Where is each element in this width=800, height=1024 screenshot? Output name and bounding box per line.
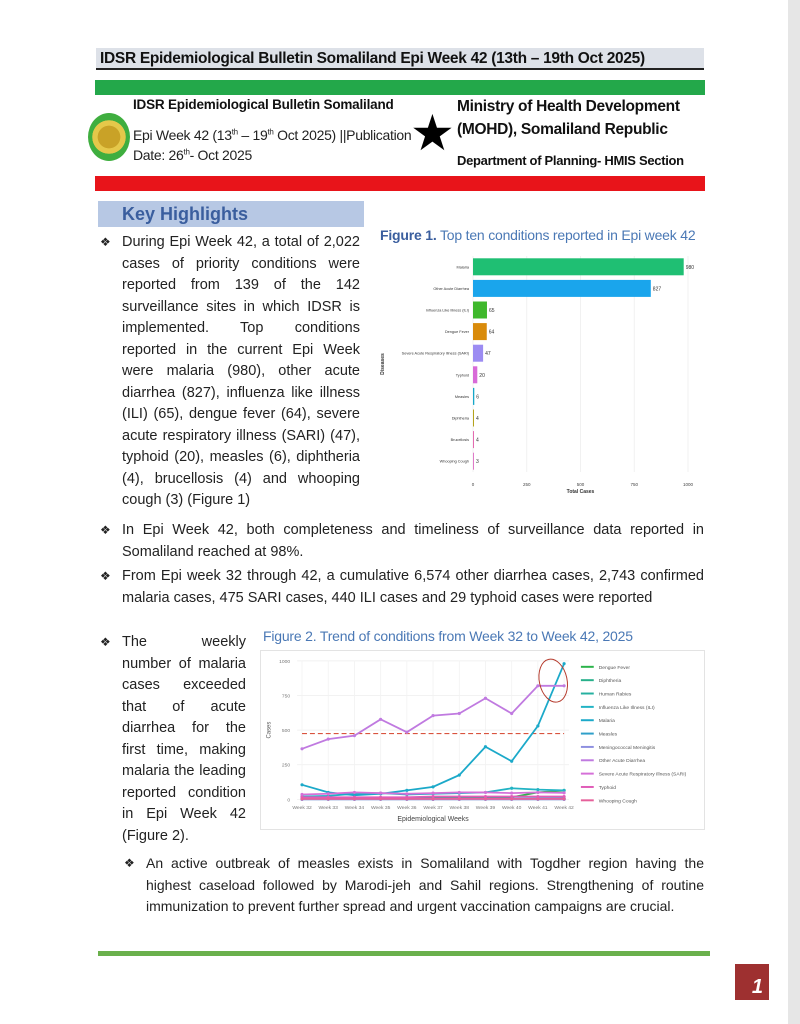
svg-text:500: 500 — [281, 729, 291, 735]
svg-text:Influenza Like Illness (ILI): Influenza Like Illness (ILI) — [425, 308, 469, 313]
svg-text:980: 980 — [685, 264, 695, 271]
highlight-bullet-3: ❖ From Epi week 32 through 42, a cumulative 6,574 other diarrhea cases, 2,743 confirmed malaria cases, 475 SARI cases, 440 ILI cases and 29 typhoid cases were reported — [100, 568, 704, 606]
svg-text:6: 6 — [476, 394, 480, 401]
svg-text:Influenza Like Illness (ILI): Influenza Like Illness (ILI) — [598, 705, 655, 711]
svg-text:65: 65 — [488, 308, 495, 314]
svg-text:20: 20 — [479, 372, 485, 379]
svg-text:750: 750 — [630, 482, 639, 487]
svg-text:Measles: Measles — [598, 732, 618, 738]
bulletin-name: IDSR Epidemiological Bulletin Somaliland — [133, 97, 394, 112]
svg-text:250: 250 — [281, 763, 291, 769]
svg-text:Whooping Cough: Whooping Cough — [439, 459, 469, 464]
svg-text:Severe Acute Respiratory Illne: Severe Acute Respiratory Illness (SARI) — [598, 772, 687, 778]
red-divider — [95, 176, 705, 191]
diamond-bullet-icon: ❖ — [100, 235, 111, 249]
diamond-bullet-icon: ❖ — [124, 856, 135, 870]
highlight-bullet-5: ❖ An active outbreak of measles exists in Somaliland with Togdher region having the highest caseload followed by Marodi-jeh and Sahil regions. Strengthening of routine immunization to prevent further spread and urgent vaccination campaigns are crucial. — [124, 855, 704, 914]
svg-text:Other Acute Diarrhea: Other Acute Diarrhea — [433, 286, 469, 291]
green-divider — [95, 80, 705, 95]
ministry-name: Ministry of Health Development — [457, 98, 680, 115]
ministry-republic: (MOHD), Somaliland Republic — [457, 121, 668, 138]
svg-text:Diphtheria: Diphtheria — [598, 679, 622, 685]
svg-text:827: 827 — [652, 286, 662, 293]
footer-divider — [98, 951, 710, 956]
svg-text:250: 250 — [522, 482, 531, 487]
svg-text:4: 4 — [476, 416, 479, 422]
svg-text:Week 42: Week 42 — [554, 806, 574, 812]
svg-text:0: 0 — [287, 798, 291, 804]
bulletin-title-bar: IDSR Epidemiological Bulletin Somaliland Epi Week 42 (13th – 19th Oct 2025) — [96, 48, 704, 70]
svg-text:Week 38: Week 38 — [449, 806, 469, 812]
svg-text:Severe Acute Respiratory Illne: Severe Acute Respiratory Illness (SARI) — [401, 351, 469, 356]
svg-text:Week 34: Week 34 — [344, 806, 365, 812]
svg-text:0: 0 — [471, 482, 475, 487]
svg-text:Meningococcal Meningitis: Meningococcal Meningitis — [598, 745, 656, 751]
svg-text:Week 41: Week 41 — [528, 806, 548, 812]
svg-text:Week 35: Week 35 — [370, 806, 391, 812]
svg-text:Week 33: Week 33 — [318, 806, 338, 812]
svg-text:Dengue Fever: Dengue Fever — [444, 330, 469, 335]
svg-text:47: 47 — [485, 351, 491, 358]
svg-text:Cases: Cases — [266, 721, 273, 739]
svg-text:64: 64 — [488, 329, 495, 336]
svg-text:Malaria: Malaria — [456, 265, 469, 270]
svg-text:4: 4 — [476, 437, 479, 444]
epi-week-line: Epi Week 42 (13th – 19th Oct 2025) ||Publication — [133, 127, 412, 143]
page-edge — [788, 0, 800, 1024]
svg-text:Week 39: Week 39 — [475, 806, 496, 812]
svg-text:Week 37: Week 37 — [423, 806, 443, 812]
svg-text:500: 500 — [576, 482, 585, 487]
svg-text:Human Rabies: Human Rabies — [598, 692, 632, 698]
svg-text:Malaria: Malaria — [598, 719, 615, 725]
svg-text:Typhoid: Typhoid — [455, 373, 469, 378]
svg-text:Other Acute Diarrhea: Other Acute Diarrhea — [598, 759, 646, 765]
diamond-bullet-icon: ❖ — [100, 635, 111, 649]
svg-text:Typhoid: Typhoid — [598, 785, 616, 791]
figure-1-caption: Figure 1. Top ten conditions reported in Epi week 42 — [380, 227, 696, 243]
highlight-bullet-1: ❖ During Epi Week 42, a total of 2,022 cases of priority conditions were reported from 139 of the 142 surveillance sites in which IDSR is implemented. Top conditions reported in the current Epi Week were malaria (980), other acute diarrhea (827), influenza like illness (ILI) (65), dengue fever (64), severe acute respiratory illness (SARI) (47), typhoid (20), measles (6), diphtheria (4), brucellosis (4) and whooping cough (3) (Figure 1) — [100, 234, 360, 508]
svg-text:Epidemiological Weeks: Epidemiological Weeks — [397, 816, 469, 824]
diamond-bullet-icon: ❖ — [100, 569, 111, 583]
page-number: 1 — [735, 964, 769, 1002]
svg-text:Brucellosis: Brucellosis — [450, 438, 469, 443]
svg-text:Whooping Cough: Whooping Cough — [598, 799, 637, 805]
mohd-logo — [88, 113, 130, 161]
svg-text:Dengue Fever: Dengue Fever — [598, 665, 630, 671]
publication-date: Date: 26th- Oct 2025 — [133, 147, 252, 163]
svg-text:Week 32: Week 32 — [292, 806, 312, 812]
svg-text:Total Cases: Total Cases — [566, 489, 595, 495]
svg-text:750: 750 — [281, 694, 291, 700]
highlight-bullet-2: ❖ In Epi Week 42, both completeness and timeliness of surveillance data reported in Somaliland reached at 98%. — [100, 522, 704, 560]
department-name: Department of Planning- HMIS Section — [457, 153, 684, 168]
figure-2-line-chart — [260, 650, 705, 830]
star-icon: ★ — [410, 105, 455, 161]
key-highlights-heading: Key Highlights — [98, 201, 364, 227]
figure-2-caption: Figure 2. Trend of conditions from Week 32 to Week 42, 2025 — [263, 628, 633, 644]
svg-text:Diseases: Diseases — [380, 353, 386, 375]
svg-text:Week 40: Week 40 — [501, 806, 522, 812]
svg-text:Week 36: Week 36 — [397, 806, 417, 812]
svg-text:1000: 1000 — [279, 659, 291, 665]
highlight-bullet-4: ❖ The weekly number of malaria cases exceeded that of acute diarrhea for the first time, making malaria the leading reported condition in Epi Week 42 (Figure 2). — [100, 634, 246, 844]
svg-text:3: 3 — [476, 459, 479, 466]
svg-text:1000: 1000 — [682, 482, 694, 487]
diamond-bullet-icon: ❖ — [100, 523, 111, 537]
figure-1-bar-chart — [375, 250, 700, 500]
svg-text:Diphtheria: Diphtheria — [451, 416, 469, 421]
svg-text:Measles: Measles — [454, 394, 469, 399]
